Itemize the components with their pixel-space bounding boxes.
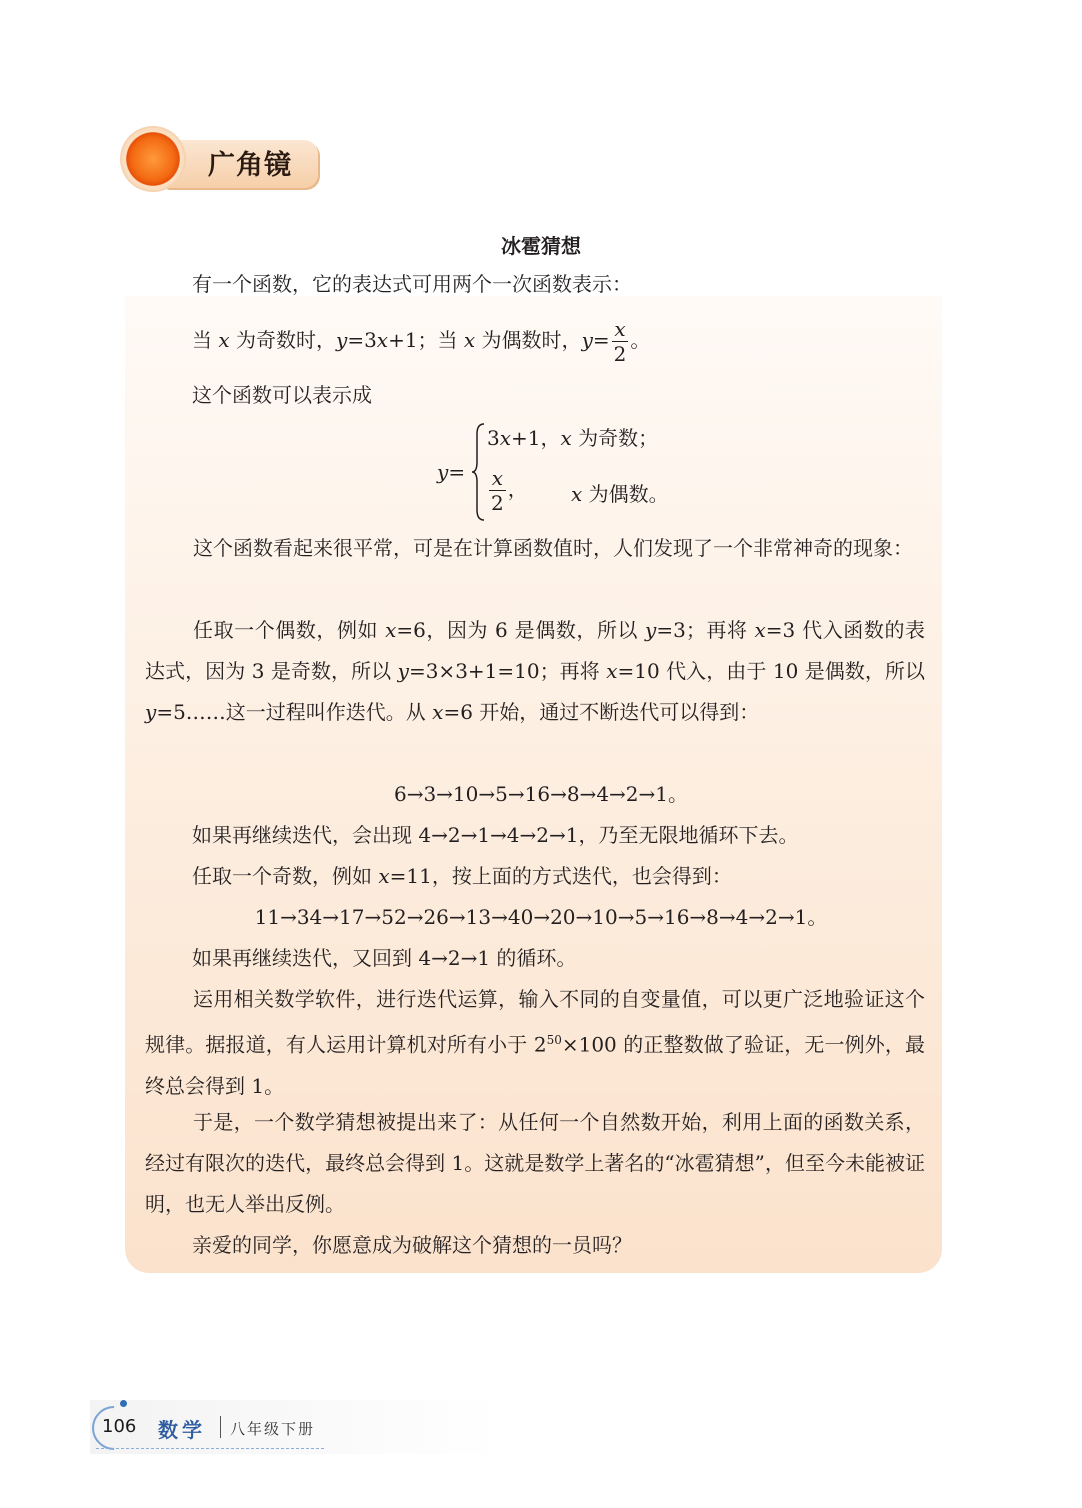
piecewise-function: y= 3x+1，x 为奇数； $\frac{x}{2}$ ， x 为偶数。 xyxy=(437,420,737,524)
paragraph-represent: 这个函数可以表示成 xyxy=(192,383,372,407)
page-number: 106 xyxy=(102,1416,137,1437)
paragraph-intro: 有一个函数，它的表达式可用两个一次函数表示： xyxy=(192,272,632,296)
subject-label: 数学 xyxy=(158,1418,206,1442)
fraction-row2: $\frac{x}{2}$ xyxy=(491,466,504,515)
page-footer xyxy=(90,1400,510,1460)
paragraph-conjecture: 于是，一个数学猜想被提出来了：从任何一个自然数开始，利用上面的函数关系，经过有限次的迭代，最终总会得到 1。这就是数学上著名的“冰雹猜想”，但至今未能被证明，也无人举出反例。 xyxy=(145,1110,925,1216)
paragraph-return-cycle: 如果再继续迭代，又回到 4→2→1 的循环。 xyxy=(192,946,577,970)
paragraph-odd-example: 任取一个奇数，例如 x=11，按上面的方式迭代，也会得到： xyxy=(192,864,732,888)
paragraph-definition: 当 x 为奇数时，y=3x+1；当 x 为偶数时，y= $\frac{x}{2}$ 。 xyxy=(192,317,651,366)
article-title: 冰雹猜想 xyxy=(501,234,581,258)
orange-circle-icon xyxy=(122,128,184,190)
section-badge xyxy=(122,128,322,194)
footer-dot-icon xyxy=(120,1400,127,1407)
paragraph-phenomenon: 这个函数看起来很平常，可是在计算函数值时，人们发现了一个非常神奇的现象： xyxy=(193,536,913,560)
paragraph-cycle: 如果再继续迭代，会出现 4→2→1→4→2→1，乃至无限地循环下去。 xyxy=(192,823,799,847)
grade-label: 八年级下册 xyxy=(230,1420,316,1438)
footer-dashed-line xyxy=(96,1448,324,1449)
paragraph-verification: 运用相关数学软件，进行迭代运算，输入不同的自变量值，可以更广泛地验证这个规律。据报道，有人运用计算机对所有小于 $2^{50}\times 100$ 的正整数做了验证，无一例外，最终总会得到 1。 xyxy=(145,987,925,1098)
section-title: 广角镜 xyxy=(208,150,292,181)
footer-divider xyxy=(220,1416,221,1438)
sequence-from-6: 6→3→10→5→16→8→4→2→1。 xyxy=(393,782,689,806)
paragraph-even-example: 任取一个偶数，例如 x=6，因为 6 是偶数，所以 y=3；再将 x=3 代入函数的表达式，因为 3 是奇数，所以 y=3×3+1=10；再将 x=10 代入，由于 10 是偶数，所以 y=5……这一过程叫作迭代。从 x=6 开始，通过不断迭代可以得到： xyxy=(145,618,926,724)
fraction-x-over-2: $\frac{x}{2}$ xyxy=(613,317,627,366)
paragraph-closing: 亲爱的同学，你愿意成为破解这个猜想的一员吗？ xyxy=(192,1233,632,1257)
left-brace-icon xyxy=(471,422,485,522)
sequence-from-11: 11→34→17→52→26→13→40→20→10→5→16→8→4→2→1。 xyxy=(254,905,828,929)
